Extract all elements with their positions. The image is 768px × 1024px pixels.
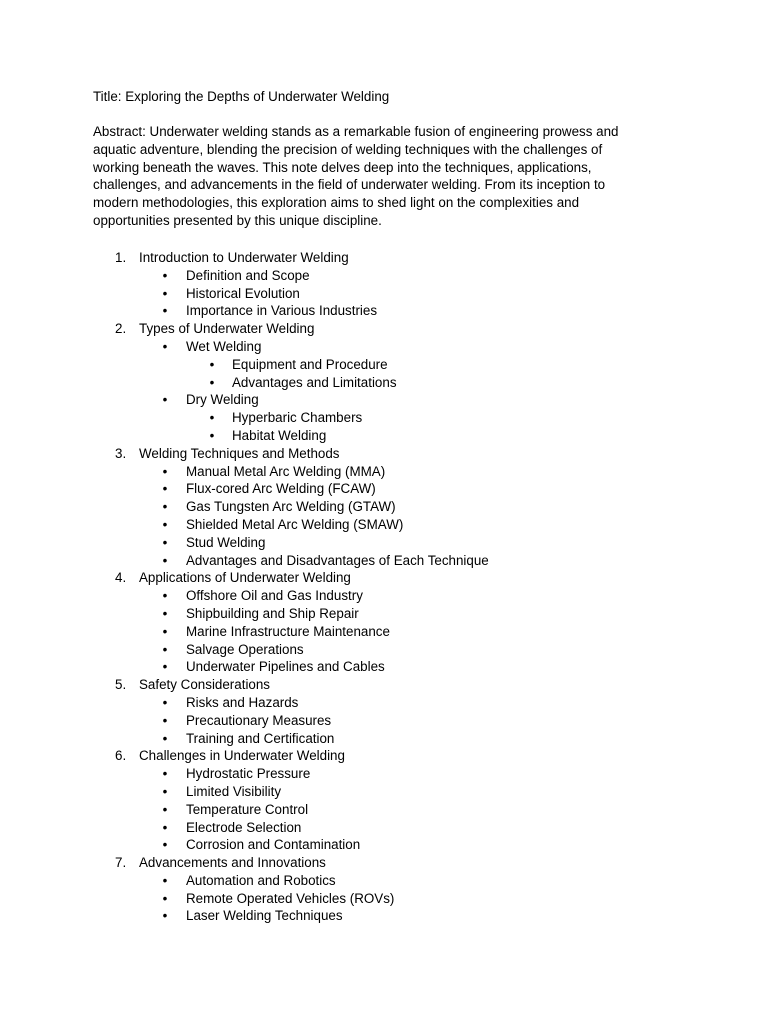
outline-item [0,516,768,534]
outline-item-text: Definition and Scope [186,267,310,283]
outline-item [0,730,768,748]
bullet-icon: • [162,659,168,675]
outline-item-text: Training and Certification [186,730,335,746]
outline-item [0,658,768,676]
bullet-icon: • [162,481,168,497]
bullet-icon: • [162,783,168,799]
bullet-icon: • [162,890,168,906]
abstract-line: aquatic adventure, blending the precision of welding techniques with the challenges of [93,141,603,157]
outline-item-text: Hydrostatic Pressure [186,766,311,782]
outline-item-text: Remote Operated Vehicles (ROVs) [186,890,395,906]
bullet-icon: • [162,516,168,532]
outline-section-heading [0,569,768,587]
outline-item [0,801,768,819]
outline-item-text: Wet Welding [186,338,262,354]
abstract-line: modern methodologies, this exploration aims to shed light on the complexities and [93,195,580,211]
outline-item [0,765,768,783]
outline-subitem [0,356,768,374]
outline-item [0,783,768,801]
outline-item-text: Manual Metal Arc Welding (MMA) [186,463,386,479]
outline-item-text: Electrode Selection [186,819,302,835]
outline-subitem [0,374,768,392]
outline-item [0,587,768,605]
bullet-icon: • [162,285,168,301]
outline-item [0,694,768,712]
section-number: 4. [115,570,127,586]
outline-item [0,391,768,409]
section-title: Applications of Underwater Welding [139,570,351,586]
document-title: Title: Exploring the Depths of Underwater Welding [93,89,390,104]
outline-item [0,623,768,641]
outline-item-text: Gas Tungsten Arc Welding (GTAW) [186,499,396,515]
outline-list [0,249,768,925]
bullet-icon: • [162,641,168,657]
bullet-icon: • [209,356,215,372]
bullet-icon: • [162,712,168,728]
bullet-icon: • [162,819,168,835]
bullet-icon: • [162,552,168,568]
bullet-icon: • [162,338,168,354]
outline-item-text: Stud Welding [186,534,266,550]
outline-item [0,605,768,623]
outline-section-heading [0,676,768,694]
outline-item [0,872,768,890]
outline-subitem-text: Hyperbaric Chambers [232,410,363,426]
outline-item-text: Shipbuilding and Ship Repair [186,605,359,621]
outline-item-text: Precautionary Measures [186,712,332,728]
outline-item [0,302,768,320]
outline-item-text: Temperature Control [186,801,309,817]
outline-section-heading [0,747,768,765]
outline-item [0,907,768,925]
abstract-line: working beneath the waves. This note delves deep into the techniques, applications, [93,159,592,175]
section-title: Types of Underwater Welding [139,321,315,337]
bullet-icon: • [162,801,168,817]
outline-item [0,890,768,908]
outline-item-text: Marine Infrastructure Maintenance [186,623,390,639]
outline-section-heading [0,445,768,463]
abstract-line: Abstract: Underwater welding stands as a remarkable fusion of engineering prowess and [93,124,619,139]
outline-item-text: Importance in Various Industries [186,303,378,319]
bullet-icon: • [162,499,168,515]
bullet-icon: • [209,410,215,426]
outline-item [0,480,768,498]
bullet-icon: • [162,463,168,479]
bullet-icon: • [162,588,168,604]
outline-item [0,641,768,659]
outline-item [0,819,768,837]
section-number: 2. [115,321,127,337]
outline-item [0,534,768,552]
section-number: 3. [115,445,127,461]
outline-section-heading [0,320,768,338]
outline-section-heading [0,854,768,872]
section-title: Safety Considerations [139,677,271,693]
outline-item [0,338,768,356]
outline-subitem-text: Advantages and Limitations [232,374,397,390]
abstract-paragraph [93,123,668,230]
outline-item-text: Risks and Hazards [186,694,299,710]
bullet-icon: • [162,908,168,924]
bullet-icon: • [162,694,168,710]
outline-item-text: Underwater Pipelines and Cables [186,659,385,675]
abstract-line: challenges, and advancements in the field of underwater welding. From its inception to [93,177,606,193]
section-number: 1. [115,250,127,265]
outline-item-text: Dry Welding [186,392,259,408]
outline-item-text: Automation and Robotics [186,872,336,888]
bullet-icon: • [162,766,168,782]
outline-subitem [0,409,768,427]
outline-item-text: Flux-cored Arc Welding (FCAW) [186,481,376,497]
outline-item-text: Limited Visibility [186,783,282,799]
bullet-icon: • [162,837,168,853]
outline-section-heading [0,249,768,267]
bullet-icon: • [162,730,168,746]
outline-subitem-text: Habitat Welding [232,427,327,443]
bullet-icon: • [162,303,168,319]
outline-item-text: Advantages and Disadvantages of Each Technique [186,552,489,568]
section-title: Welding Techniques and Methods [139,445,340,461]
outline-subitem-text: Equipment and Procedure [232,356,388,372]
section-number: 6. [115,748,127,764]
bullet-icon: • [209,427,215,443]
outline-item-text: Shielded Metal Arc Welding (SMAW) [186,516,404,532]
outline-item [0,836,768,854]
bullet-icon: • [162,872,168,888]
bullet-icon: • [162,623,168,639]
outline-subitem [0,427,768,445]
abstract-line: opportunities presented by this unique discipline. [93,212,382,228]
outline-item [0,463,768,481]
section-title: Introduction to Underwater Welding [139,250,349,265]
bullet-icon: • [162,267,168,283]
bullet-icon: • [209,374,215,390]
outline-item-text: Salvage Operations [186,641,304,657]
outline-item-text: Corrosion and Contamination [186,837,361,853]
section-title: Advancements and Innovations [139,855,326,871]
bullet-icon: • [162,605,168,621]
outline-item-text: Laser Welding Techniques [186,908,343,924]
outline-item [0,552,768,570]
bullet-icon: • [162,392,168,408]
bullet-icon: • [162,534,168,550]
section-number: 5. [115,677,127,693]
section-title: Challenges in Underwater Welding [139,748,345,764]
outline-item-text: Historical Evolution [186,285,300,301]
outline-item [0,498,768,516]
outline-item [0,285,768,303]
outline-item-text: Offshore Oil and Gas Industry [186,588,363,604]
outline-item [0,267,768,285]
section-number: 7. [115,855,127,871]
outline-item [0,712,768,730]
